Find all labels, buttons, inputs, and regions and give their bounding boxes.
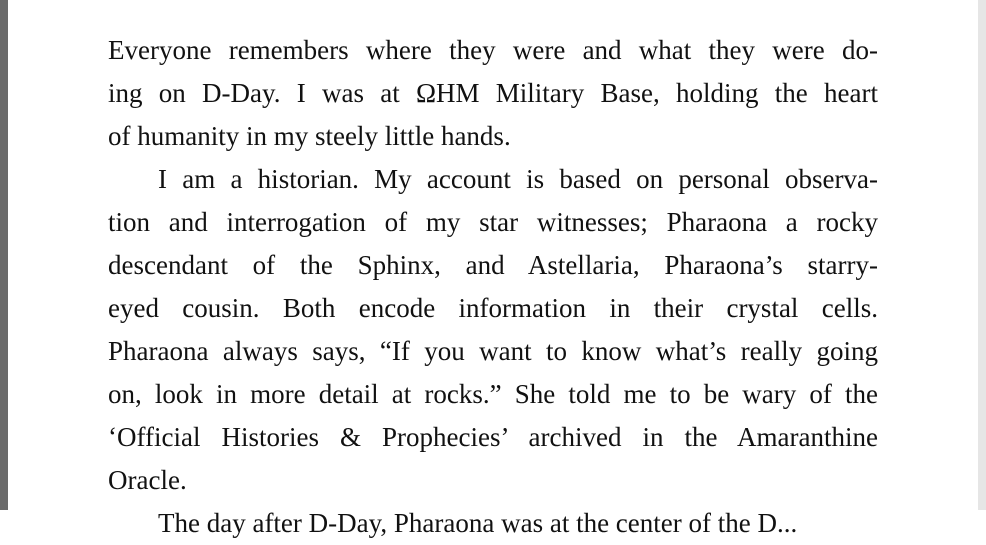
document-page [8, 0, 978, 538]
text-line-3: of humanity in my steely little hands. [108, 121, 511, 151]
right-window-edge [978, 0, 986, 510]
text-line-7: eyed cousin. Both encode information in their crystal cells. [108, 293, 878, 323]
text-line-4: I am a historian. My account is based on personal observa- [158, 164, 878, 194]
text-line-2: ing on D-Day. I was at ΩHM Military Base, holding the heart [108, 78, 878, 108]
body-text [108, 29, 878, 545]
text-line-11: Oracle. [108, 465, 187, 495]
text-line-9: on, look in more detail at rocks.” She told me to be wary of the [108, 379, 878, 409]
text-line-6: descendant of the Sphinx, and Astellaria, Pharaona’s starry- [108, 250, 878, 280]
text-line-1: Everyone remembers where they were and what they were do- [108, 35, 878, 65]
left-window-edge [0, 0, 8, 510]
text-line-5: tion and interrogation of my star witnesses; Pharaona a rocky [108, 207, 878, 237]
text-line-12-partial: The day after D-Day, Pharaona was at the center of the D... [158, 508, 798, 538]
text-line-8: Pharaona always says, “If you want to know what’s really going [108, 336, 878, 366]
text-line-10: ‘Official Histories & Prophecies’ archived in the Amaranthine [108, 422, 878, 452]
